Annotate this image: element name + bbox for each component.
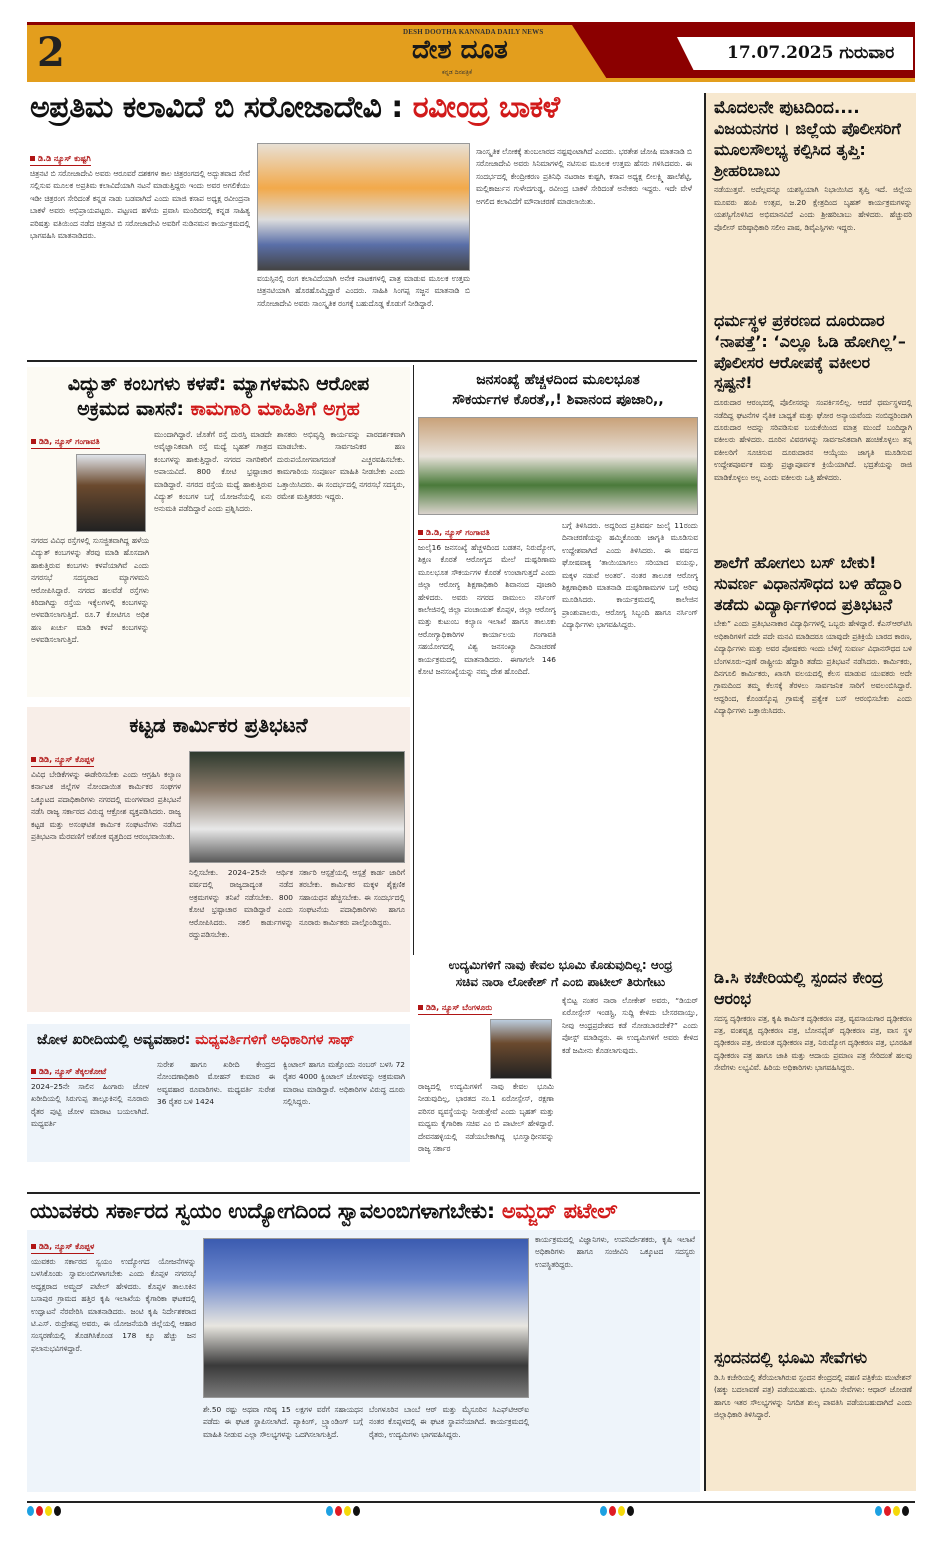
registration-dot [875,1506,882,1516]
lead-column-1 [30,146,250,242]
issue-date: 17.07.2025 ಗುರುವಾರ [727,43,895,63]
right-story-body: ದೂರುದಾರ ಆರಂಭದಲ್ಲಿ ಪೊಲೀಸರನ್ನು ಸಂಪರ್ಕಿಸಲಿಲ್ಲ. ಆದರೆ ಧರ್ಮಸ್ಥಳದಲ್ಲಿ ನಡೆದಿದ್ದ ಘಟನೆಗಳ ನೈತಿಕ ಬಾಧ್ಯತೆ ಮತ್ತು ಘೋರ ಅನ್ಯಾಯವೆಂದು ನಂಬಿದ್ದರಿಂದಾಗಿ ದೂರುದಾರ ಅದನ್ನು ಸರಿಪಡಿಸುವ ಬಯಕೆಯಿಂದ ಮಾತ್ರ ಮುಂದೆ ಬಂದಿದ್ದಾಗಿ ವಕೀಲರು ಹೇಳಿದರು. ದೂರಿನ ವಿವರಗಳನ್ನು ಸಾರ್ವಜನಿಕವಾಗಿ ಹಂಚಿಕೊಳ್ಳಲು ತನ್ನ ವಕೀಲರಿಗೆ ಸೂಚಿಸುವ ದೂರುದಾರನ ಆಯ್ಕೆಯು ಜಾಗೃತಿ ಮೂಡಿಸುವ ಉದ್ದೇಶಪೂರ್ವಕ ಮತ್ತು ಪ್ರಜ್ಞಾಪೂರ್ವಕ ಕ್ರಿಯೆಯಾಗಿದೆ. ಭದ್ರತೆಯನ್ನು ರಾಜಿ ಮಾಡಿಕೊಳ್ಳಲು ಅಲ್ಲ ಎಂದು ವಕೀಲರು ಒತ್ತಿ ಹೇಳಿದರು. [714,398,912,482]
page-number: 2 [37,29,65,76]
youth-article: ಡಿಡಿ, ನ್ಯೂಸ್ ಕೊಪ್ಪಳ ಯುವಕರು ಸರ್ಕಾರದ ಸ್ವಯಂ ಉದ್ಯೋಗದ ಯೋಜನೆಗಳನ್ನು ಬಳಸಿಕೊಂಡು ಸ್ವಾವಲಂಬಿಗಳಾಗಬೇಕು ಎಂದು ಕೊಪ್ಪಳ ನಗರಸಭೆ ಅಧ್ಯಕ್ಷರಾದ ಅಮ್ಜದ್ ಪಟೇಲ್ ಹೇಳಿದರು. ಕೊಪ್ಪಳ ತಾಲೂಕಿನ ಬಸಾಪುರ ಗ್ರಾಮದ ಹತ್ತಿರ ಕೃಷಿ ಇಲಾಖೆಯ ಕೈಗಾರಿಕಾ ಘಟಕದಲ್ಲಿ ಉದ್ಘಾಟನೆ ನೆರವೇರಿಸಿ ಮಾತನಾಡಿದರು. ಜಂಟಿ ಕೃಷಿ ನಿರ್ದೇಶಕರಾದ ಟಿ.ಎಸ್. ರುದ್ರೇಶಪ್ಪ ಅವರು, ಈ ಯೋಜನೆಯಡಿ ಜಿಲ್ಲೆಯಲ್ಲಿ ಆಹಾರ ಸಂಸ್ಕರಣೆಯಲ್ಲಿ ತೊಡಗಿಸಿಕೊಂಡ 178 ಕ್ಕೂ ಹೆಚ್ಚು ಜನ ಫಲಾನುಭವಿಗಳಿದ್ದಾರೆ. ಶೇ.50 ರಷ್ಟು ಅಥವಾ ಗರಿಷ್ಠ 15 ಲಕ್ಷಗಳ ವರೆಗೆ ಸಹಾಯಧನ ಪಡೆದು ಈ ಘಟಕ ಸ್ಥಾಪಿಸಲಾಗಿದೆ. ಪ್ಯಾಕಿಂಗ್, ಬ್ರ್ಯಾಂಡಿಂಗ್ ಬಗ್ಗೆ ಮಾಹಿತಿ ನೀಡುವ ಎಲ್ಲಾ ಸೌಲಭ್ಯಗಳನ್ನು ಒದಗಿಸಲಾಗುತ್ತಿದೆ. ಬೆಂಗಳೂರಿನ ಬಾಂಬೆ ಆರ್ ಮತ್ತು ಮೈಸೂರಿನ ಸಿಎಫ್‌ಟಿಆರ್‌ಐ ನಂತರ ಕೊಪ್ಪಳದಲ್ಲಿ ಈ ಘಟಕ ಸ್ಥಾಪನೆಯಾಗಿದೆ. ಕಾರ್ಯಕ್ರಮದಲ್ಲಿ ರೈತರು, ಉದ್ಯಮಿಗಳು ಭಾಗವಹಿಸಿದ್ದರು. ಕಾರ್ಯಕ್ರಮದಲ್ಲಿ ವಿಜ್ಞಾನಿಗಳು, ಉಪನಿರ್ದೇಶಕರು, ಕೃಷಿ ಇಲಾಖೆ ಅಧಿಕಾರಿಗಳು ಹಾಗೂ ಸಂಜೀವಿನಿ ಒಕ್ಕೂಟದ ಸದಸ್ಯರು ಉಪಸ್ಥಿತರಿದ್ದರು. [27,1230,700,1492]
lead-photo [257,143,470,271]
registration-dot [45,1506,52,1516]
registration-dot [893,1506,900,1516]
youth-photo [203,1238,529,1398]
right-story-body: ಬೇಕು” ಎಂದು ಪ್ರತಿಭಟನಾಕಾರ ವಿದ್ಯಾರ್ಥಿಗಳಲ್ಲಿ ಒಬ್ಬರು ಹೇಳಿದ್ದಾರೆ. ಕೆಎಸ್‌ಆರ್‌ಟಿಸಿ ಅಧಿಕಾರಿಗಳಿಗೆ ಪದೇ ಪದೇ ಮನವಿ ಮಾಡಿದರೂ ಯಾವುದೇ ಪ್ರತಿಕ್ರಿಯೆ ಬಾರದ ಕಾರಣ, ವಿದ್ಯಾರ್ಥಿಗಳು ಮತ್ತು ಅವರ ಪೋಷಕರು ಇಂದು ಬೆಳಿಗ್ಗೆ ಸುವರ್ಣ ವಿಧಾನಸೌಧದ ಬಳಿ ಬೆಂಗಳೂರು–ಪುಣೆ ರಾಷ್ಟ್ರೀಯ ಹೆದ್ದಾರಿ ತಡೆದು ಪ್ರತಿಭಟನೆ ನಡೆಸಿದರು. ಕಾರ್ಮಿಕರು, ದಿನಗೂಲಿ ಕಾರ್ಮಿಕರು, ಖಾಸಗಿ ವಲಯದಲ್ಲಿ ಕೆಲಸ ಮಾಡುವ ಯುವಕರು ಅದೇ ಗ್ರಾಮದಿಂದ ತಮ್ಮ ಕೆಲಸಕ್ಕೆ ತೆರಳಲು ಸಾರ್ವಜನಿಕ ಸಾರಿಗೆ ಅವಲಂಬಿಸಿದ್ದಾರೆ. ಆದ್ದರಿಂದ, ಕೊಂಡಸ್ಕೊಪ್ಪ ಗ್ರಾಮಕ್ಕೆ ಪ್ರತ್ಯೇಕ ಬಸ್ ಆರಂಭಿಸಬೇಕು ಎಂದು ವಿದ್ಯಾರ್ಥಿಗಳು ಒತ್ತಾಯಿಸಿದರು. [714,619,912,716]
registration-marks [326,1506,360,1516]
electric-headline[interactable]: ವಿದ್ಯುತ್ ಕಂಬಗಳು ಕಳಪೆ: ಮ್ಯಾಗಳಮನಿ ಆರೋಪ ಅಕ್ರಮದ ವಾಸನೆ: ಕಾಮಗಾರಿ ಮಾಹಿತಿಗೆ ಅಗ್ರಹ [67,373,370,420]
electric-article: ವಿದ್ಯುತ್ ಕಂಬಗಳು ಕಳಪೆ: ಮ್ಯಾಗಳಮನಿ ಆರೋಪ ಅಕ್ರಮದ ವಾಸನೆ: ಕಾಮಗಾರಿ ಮಾಹಿತಿಗೆ ಅಗ್ರಹ ಡಿಡಿ, ನ್ಯೂಸ್ ಗಂಗಾವತಿ ನಗರದ ವಿವಿಧ ರಸ್ತೆಗಳಲ್ಲಿ ಸುಸಜ್ಜಿತವಾಗಿದ್ದ ಹಳೆಯ ವಿದ್ಯುತ್ ಕಂಬಗಳನ್ನು ತೆರವು ಮಾಡಿ ಹೊಸದಾಗಿ ಹಾಕುತ್ತಿರುವ ಕಂಬಗಳು ಕಳಪೆಯಾಗಿವೆ ಎಂದು ನಗರಸಭೆ ಸದಸ್ಯರಾದ ಮ್ಯಾಗಳಮನಿ ಆರೋಪಿಸಿದ್ದಾರೆ. ನಗರದ ಹಲವೆಡೆ ರಸ್ತೆಗಳು ಕಿರಿದಾಗಿದ್ದು ರಸ್ತೆಯ ಇಕ್ಕೆಲಗಳಲ್ಲಿ ಕಂಬಗಳನ್ನು ಅಳವಡಿಸಲಾಗುತ್ತಿದೆ. ರೂ.7 ಕೋಟಿಗೂ ಅಧಿಕ ಹಣ ಖರ್ಚು ಮಾಡಿ ಕಳಪೆ ಕಂಬಗಳನ್ನು ಅಳವಡಿಸಲಾಗುತ್ತಿದೆ. ಮುಂದಾಗಿದ್ದಾರೆ. ಜೊತೆಗೆ ರಸ್ತೆ ದುರಸ್ತಿ ಮಾಡದೇ ಅವೈಜ್ಞಾನಿಕವಾಗಿ ರಸ್ತೆ ಮಧ್ಯೆ ಬೃಹತ್ ಗಾತ್ರದ ಕಂಬಗಳನ್ನು ಹಾಕುತ್ತಿದ್ದಾರೆ. ನಗರದ ನಾಗರಿಕರಿಗೆ ಅಪಾಯವಿದೆ. 800 ಕೋಟಿ ಭ್ರಷ್ಟಾಚಾರ ಮಾಡಿದ್ದಾರೆ. ನಗರದ ರಸ್ತೆಯ ಮಧ್ಯೆ ಹಾಕುತ್ತಿರುವ ವಿದ್ಯುತ್ ಕಂಬಗಳ ಬಗ್ಗೆ ಯೋಜನೆಯಲ್ಲಿ ಏನು ಅನುಮತಿ ಪಡೆದಿದ್ದಾರೆ ಎಂದು ಪ್ರಶ್ನಿಸಿದರು. ಶಾಸಕರು ಅಭಿವೃದ್ಧಿ ಕಾರ್ಯವನ್ನು ಪಾರದರ್ಶಕವಾಗಿ ಮಾಡಬೇಕು. ಸಾರ್ವಜನಿಕರ ಹಣ ದುರುಪಯೋಗವಾಗದಂತೆ ಎಚ್ಚರವಹಿಸಬೇಕು. ಕಾಮಗಾರಿಯ ಸಂಪೂರ್ಣ ಮಾಹಿತಿ ನೀಡಬೇಕು ಎಂದು ಒತ್ತಾಯಿಸಿದರು. ಈ ಸಂದರ್ಭದಲ್ಲಿ ನಗರಸಭೆ ಸದಸ್ಯರು, ರಮೇಶ ಮತ್ತಿತರರು ಇದ್ದರು. [27,367,410,697]
sacks-article: ಜೋಳ ಖರೀದಿಯಲ್ಲಿ ಅವ್ಯವಹಾರ: ಮಧ್ಯವರ್ತಿಗಳಿಗೆ ಅಧಿಕಾರಿಗಳ ಸಾಥ್ ಡಿಡಿ, ನ್ಯೂಸ್ ತೆಕ್ಕಲಕೋಟೆ 2024–25ನೇ ಸಾಲಿನ ಹಿಂಗಾರು ಜೋಳ ಖರೀದಿಯಲ್ಲಿ ಸಿರುಗುಪ್ಪ ತಾಲ್ಲೂಕಿನಲ್ಲಿ ನೂರಾರು ರೈತರ ಪುಟ್ಟಿ ಜೋಳ ಮಾರಾಟ ಬಯಲಾಗಿದೆ. ಮಧ್ಯವರ್ತಿ ಸುರೇಶ ಹಾಗೂ ಖರೀದಿ ಕೇಂದ್ರದ ನೋಂದಣಾಧಿಕಾರಿ ಮೋಹನ್ ಕುಮಾರ ಈ ಅವ್ಯವಹಾರ ರೂವಾರಿಗಳು. ಮಧ್ಯವರ್ತಿ ಸುರೇಶ 36 ರೈತರ ಬಳಿ 1424 ಕ್ವಿಂಟಾಲ್ ಹಾಗೂ ಮತ್ತೊಂದು ನಂಬರ್ ಬಳಸಿ 72 ರೈತರ 4000 ಕ್ವಿಂಟಾಲ್ ಜೋಳವನ್ನು ಅಕ್ರಮವಾಗಿ ಮಾರಾಟ ಮಾಡಿದ್ದಾರೆ. ಅಧಿಕಾರಿಗಳ ವಿರುದ್ಧ ದೂರು ಸಲ್ಲಿಸಿದ್ದರು. [27,1024,410,1162]
portrait-photo [490,1019,552,1079]
registration-marks [27,1506,61,1516]
lead-headline-black: ಅಪ್ರತಿಮ ಕಲಾವಿದೆ ಬಿ ಸರೋಜಾದೇವಿ : [30,90,403,125]
right-story-title[interactable]: ವಿಜಯನಗರ । ಜಿಲ್ಲೆಯ ಪೊಲೀಸರಿಗೆ ಮೂಲಸೌಲಭ್ಯ ಕಲ್ಪಿಸಿದ ತೃಪ್ತಿ: ಶ್ರೀಹರಿಬಾಬು [714,119,901,180]
masthead [27,22,915,78]
registration-dot [609,1506,616,1516]
registration-dot [884,1506,891,1516]
registration-dot [54,1506,61,1516]
continued-banner: ಮೊದಲನೇ ಪುಟದಿಂದ.... [714,98,860,118]
population-headline[interactable]: ಜನಸಂಖ್ಯೆ ಹೆಚ್ಚಳದಿಂದ ಮೂಲಭೂತ ಸೌಕರ್ಯಗಳ ಕೊರತೆ,,! ಶಿವಾನಂದ ಪೂಜಾರಿ,, [452,372,664,409]
youth-headline[interactable]: ಯುವಕರು ಸರ್ಕಾರದ ಸ್ವಯಂ ಉದ್ಯೋಗದಿಂದ ಸ್ವಾವಲಂಬಿಗಳಾಗಬೇಕು: ಅಮ್ಜದ್ ಪಟೇಲ್ [30,1199,618,1223]
registration-dot [326,1506,333,1516]
sacks-headline[interactable]: ಜೋಳ ಖರೀದಿಯಲ್ಲಿ ಅವ್ಯವಹಾರ: ಮಧ್ಯವರ್ತಿಗಳಿಗೆ ಅಧಿಕಾರಿಗಳ ಸಾಥ್ [37,1032,355,1048]
column-rule [413,365,414,955]
registration-dot [618,1506,625,1516]
lead-body-2: ವಯಸ್ಸಿನಲ್ಲಿ ರಂಗ ಕಲಾವಿದೆಯಾಗಿ ಅನೇಕ ನಾಟಕಗಳಲ್ಲಿ ಪಾತ್ರ ಮಾಡುವ ಮೂಲಕ ಉತ್ತಮ ಚಿತ್ರನಟಿಯಾಗಿ ಹೊರಹೊಮ್ಮಿದ್ದಾರೆ ಎಂದರು. ಸಾಹಿತಿ ಸಿಂಗಪ್ಪ ಸಜ್ಜನ ಮಾತನಾಡಿ ಬಿ ಸರೋಜಾದೇವಿ ಅವರು ಸಾಂಸ್ಕೃತಿಕ ರಂಗಕ್ಕೆ ಬಹುದೊಡ್ಡ ಕೊಡುಗೆ ನೀಡಿದ್ದಾರೆ. [257,274,470,308]
registration-dot [627,1506,634,1516]
lead-headline-red: ರವೀಂದ್ರ ಬಾಕಳೆ [412,90,560,125]
registration-dot [36,1506,43,1516]
workers-byline: ಡಿಡಿ, ನ್ಯೂಸ್ ಕೊಪ್ಪಳ [31,755,94,767]
right-story-title[interactable]: ಸ್ಪಂದನದಲ್ಲಿ ಭೂಮಿ ಸೇವೆಗಳು [714,1348,868,1367]
right-story-title[interactable]: ಧರ್ಮಸ್ಥಳ ಪ್ರಕರಣದ ದೂರುದಾರ ‘ನಾಪತ್ತೆ’: ‘ಎಲ್ಲೂ ಓಡಿ ಹೋಗಿಲ್ಲ’– ಪೊಲೀಸರ ಆರೋಪಕ್ಕೆ ವಕೀಲರ ಸ್ಪಷ್ಟನೆ! [714,311,906,393]
right-story-body: ನಡೆಯುತ್ತವೆ. ಅದೆಲ್ಲವನ್ನೂ ಯಶಸ್ವಿಯಾಗಿ ನಿಭಾಯಿಸಿದ ತೃಪ್ತಿ ಇದೆ. ಜಿಲ್ಲೆಯ ಮೂವರು ಹಂಪಿ ಉತ್ಸವ, ಜ.20 ಕ್ಷೇತ್ರದಿಂದ ಬೃಹತ್ ಕಾರ್ಯಕ್ರಮಗಳನ್ನು ಯಶಸ್ವಿಗೊಳಿಸಿದ ಅಭಿಮಾನವಿದೆ ಎಂದು ಶ್ರೀಹರಿಬಾಬು ಹೇಳಿದರು. ಹೆಚ್ಚುವರಿ ಪೊಲೀಸ್ ವರಿಷ್ಠಾಧಿಕಾರಿ ಸಲೀಂ ಪಾಷ, ಡಿವೈಎಸ್ಪಿಗಳು ಇದ್ದರು. [714,185,912,232]
registration-dot [353,1506,360,1516]
right-story-title[interactable]: ಶಾಲೆಗೆ ಹೋಗಲು ಬಸ್ ಬೇಕು! ಸುವರ್ಣ ವಿಧಾನಸೌಧದ ಬಳಿ ಹೆದ್ದಾರಿ ತಡೆದು ವಿದ್ಯಾರ್ಥಿಗಳಿಂದ ಪ್ರತಿಭಟನೆ [714,553,902,614]
youth-byline: ಡಿಡಿ, ನ್ಯೂಸ್ ಕೊಪ್ಪಳ [31,1242,94,1254]
workers-article: ಕಟ್ಟಡ ಕಾರ್ಮಿಕರ ಪ್ರತಿಭಟನೆ ಡಿಡಿ, ನ್ಯೂಸ್ ಕೊಪ್ಪಳ ವಿವಿಧ ಬೇಡಿಕೆಗಳನ್ನು ಈಡೇರಿಸಬೇಕು ಎಂದು ಆಗ್ರಹಿಸಿ ಕಲ್ಯಾಣ ಕರ್ನಾಟಕ ಜಿಲ್ಲೆಗಳ ನೋಂದಾಯಿತ ಕಾರ್ಮಿಕರ ಸಂಘಗಳ ಒಕ್ಕೂಟದ ಪದಾಧಿಕಾರಿಗಳು ನಗರದಲ್ಲಿ ಮಂಗಳವಾರ ಪ್ರತಿಭಟನೆ ನಡೆಸಿ ರಾಜ್ಯ ಸರ್ಕಾರದ ವಿರುದ್ಧ ಆಕ್ರೋಶ ವ್ಯಕ್ತಪಡಿಸಿದರು. ರಾಜ್ಯ ಕಟ್ಟಡ ಮತ್ತು ಅಸಂಘಟಿತ ಕಾರ್ಮಿಕ ಸಂಘಟನೆಗಳು ನಡೆಸಿದ ಪ್ರತಿಭಟನಾ ಮೆರವಣಿಗೆ ಅಶೋಕ ವೃತ್ತದಿಂದ ಆರಂಭವಾಯಿತು. ನಿಲ್ಲಿಸಬೇಕು. 2024–25ನೇ ಆರ್ಥಿಕ ವರ್ಷದಲ್ಲಿ ರಾಜ್ಯದಾದ್ಯಂತ ನಡೆದ ಅಕ್ರಮಗಳನ್ನು ತನಿಖೆ ನಡೆಸಬೇಕು. 800 ಕೋಟಿ ಭ್ರಷ್ಟಾಚಾರ ಮಾಡಿದ್ದಾರೆ ಎಂದು ಆರೋಪಿಸಿದರು. ನಕಲಿ ಕಾರ್ಡುಗಳನ್ನು ರದ್ದುಪಡಿಸಬೇಕು. ಸರ್ಕಾರಿ ಆಸ್ಪತ್ರೆಯಲ್ಲಿ ಆಸ್ಪತ್ರೆ ಕಾರ್ಡ ಜಾರಿಗೆ ತರಬೇಕು. ಕಾರ್ಮಿಕರ ಮಕ್ಕಳ ಶೈಕ್ಷಣಿಕ ಸಹಾಯಧನ ಹೆಚ್ಚಿಸಬೇಕು. ಈ ಸಂದರ್ಭದಲ್ಲಿ ಸಂಘಟನೆಯ ಪದಾಧಿಕಾರಿಗಳು ಹಾಗೂ ನೂರಾರು ಕಾರ್ಮಿಕರು ಪಾಲ್ಗೊಂಡಿದ್ದರು. [27,707,410,1012]
right-column [704,93,916,1491]
brand-subtitle: DESH DOOTHA KANNADA DAILY NEWS [403,28,544,36]
sacks-byline: ಡಿಡಿ, ನ್ಯೂಸ್ ತೆಕ್ಕಲಕೋಟೆ [31,1067,106,1079]
right-story-body: ಸದಸ್ಯ ದೃಢೀಕರಣ ಪತ್ರ, ಕೃಷಿ ಕಾರ್ಮಿಕ ದೃಢೀಕರಣ ಪತ್ರ, ವ್ಯವಸಾಯಗಾರ ದೃಢೀಕರಣ ಪತ್ರ, ವಂಶವೃಕ್ಷ ದೃಢೀಕರಣ ಪತ್ರ, ಬೋನಫೈಡ್ ದೃಢೀಕರಣ ಪತ್ರ, ವಾಸ ಸ್ಥಳ ದೃಢೀಕರಣ ಪತ್ರ, ಜೀವಂತ ದೃಢೀಕರಣ ಪತ್ರ, ನಿರುದ್ಯೋಗ ದೃಢೀಕರಣ ಪತ್ರ, ಭೂರಹಿತ ದೃಢೀಕರಣ ಪತ್ರ ಹಾಗೂ ಜಾತಿ ಮತ್ತು ಆದಾಯ ಪ್ರಮಾಣ ಪತ್ರ ಸೇರಿದಂತೆ ಹಲವು ಸೇವೆಗಳು ಲಭ್ಯವಿವೆ. ಹಿರಿಯ ಅಧಿಕಾರಿಗಳು ಭಾಗವಹಿಸಿದ್ದರು. [714,1013,912,1073]
registration-dot [27,1506,34,1516]
right-story-body: ಡಿ.ಸಿ ಕಚೇರಿಯಲ್ಲಿ ತೆರೆಯಲಾಗಿರುವ ಸ್ಪಂದನ ಕೇಂದ್ರದಲ್ಲಿ ಪಹಣಿ ಪತ್ರಿಕೆಯ ಮುಟೇಶನ್ (ಹಕ್ಕು ಬದಲಾವಣೆ ಪತ್ರ) ಪಡೆಯಬಹುದು. ಭೂಮಿ ಸೇವೆಗಳು: ಆಧಾರ್ ಜೋಡಣೆ ಹಾಗೂ ಇತರ ಸೌಲಭ್ಯಗಳನ್ನು ನಿಗದಿತ ಶುಲ್ಕ ಪಾವತಿಸಿ ಪಡೆಯಬಹುದಾಗಿದೆ ಎಂದು ಜಿಲ್ಲಾಧಿಕಾರಿ ತಿಳಿಸಿದ್ದಾರೆ. [714,1372,912,1420]
workers-headline[interactable]: ಕಟ್ಟಡ ಕಾರ್ಮಿಕರ ಪ್ರತಿಭಟನೆ [129,713,308,737]
lead-byline: ಡಿ.ಡಿ ನ್ಯೂಸ್ ಕುಷ್ಟಗಿ [30,154,91,166]
workers-photo [189,751,405,863]
industry-headline[interactable]: ಉದ್ಯಮಿಗಳಿಗೆ ನಾವು ಕೇವಲ ಭೂಮಿ ಕೊಡುವುದಿಲ್ಲ: ಆಂಧ್ರ ಸಚಿವ ನಾರಾ ಲೋಕೇಶ್ ಗೆ ಎಂಬಿ ಪಾಟೀಲ್ ತಿರುಗೇಟು [448,958,673,990]
registration-dot [344,1506,351,1516]
footer-rule [27,1501,915,1503]
brand-logo: ದೇಶ ದೂತ [412,35,508,65]
industry-byline: ಡಿಡಿ, ನ್ಯೂಸ್ ಬೆಂಗಳೂರು [418,1003,492,1015]
divider [27,1192,700,1194]
lead-body-3: ಸಾಂಸ್ಕೃತಿಕ ಲೋಕಕ್ಕೆ ತುಂಬಲಾರದ ನಷ್ಟವುಂಟಾಗಿದೆ ಎಂದರು. ಭರತೇಶ ಜೋಷಿ ಮಾತನಾಡಿ ಬಿ ಸರೋಜಾದೇವಿ ಅವರು ಸಿನಿಮಾಗಳಲ್ಲಿ ನಟಿಸುವ ಮೂಲಕ ಉತ್ತಮ ಹೆಸರು ಗಳಿಸಿದವರು. ಈ ಸಂದರ್ಭದಲ್ಲಿ ಕೇಂದ್ರೀಕರಣ ಪ್ರತಿನಿಧಿ ನಟರಾಜ ಕುಷ್ಟಗಿ, ಕಸಾಪ ಅಧ್ಯಕ್ಷ ಲೀಲಕ್ಷ್ಮಿ ಹಾಲೆಶೆಟ್ಟಿ, ಮಲ್ಲಿಕಾರ್ಜುನ ಗುಳೇದಗುಡ್ಡ, ರವೀಂದ್ರ ಬಾಕಳೆ ಸೇರಿದಂತೆ ಅನೇಕರು ಇದ್ದರು. ಇದೇ ವೇಳೆ ಅಗಲಿದ ಕಲಾವಿದೆಗೆ ಮೌನಾಚರಣೆ ಮಾಡಲಾಯಿತು. [476,147,693,206]
registration-marks [875,1506,909,1516]
masthead-underline [27,78,915,82]
lead-body-1: ಚಿತ್ರನಟಿ ಬಿ ಸರೋಜಾದೇವಿ ಅವರು ಆರೂವರೆ ದಶಕಗಳ ಕಾಲ ಚಿತ್ರರಂಗದಲ್ಲಿ ಅದ್ಭುತವಾದ ಸೇವೆ ಸಲ್ಲಿಸುವ ಮೂಲಕ ಅಪ್ರತಿಮ ಕಲಾವಿದೆಯಾಗಿ ನಟನೆ ಮಾಡುತ್ತಿದ್ದರು ಇಂದು ಅವರ ಅಗಲಿಕೆಯು ಇಡೀ ಚಿತ್ರರಂಗ ಸೇರಿದಂತೆ ಕನ್ನಡ ನಾಡು ಬಡವಾಗಿದೆ ಎಂದು ಮಾಜಿ ಕಸಾಪ ಅಧ್ಯಕ್ಷ ರವೀಂದ್ರನಾ ಬಾಕಳೆ ಅವರು ಅಭಿಪ್ರಾಯಪಟ್ಟರು. ಪಟ್ಟಣದ ಹಳೆಯ ಪ್ರವಾಸಿ ಮಂದಿರದಲ್ಲಿ ಕನ್ನಡ ಸಾಹಿತ್ಯ ಪರಿಷತ್ತು ವತಿಯಿಂದ ನಡೆದ ಚಿತ್ರನಟಿ ಬಿ ಸರೋಜಾದೇವಿ ಅವರಿಗೆ ನುಡಿನಮನ ಕಾರ್ಯಕ್ರಮದಲ್ಲಿ ಭಾಗವಹಿಸಿ ಮಾತನಾಡಿದರು. [30,169,250,241]
portrait-photo [76,454,146,532]
population-photo [418,417,698,515]
registration-marks [600,1506,634,1516]
brand-tagline: ಕನ್ನಡ ದಿನಪತ್ರಿಕೆ [442,69,473,76]
right-story-title[interactable]: ಡಿ.ಸಿ ಕಚೇರಿಯಲ್ಲಿ ಸ್ಪಂದನ ಕೇಂದ್ರ ಆರಂಭ [714,968,884,1008]
registration-dot [335,1506,342,1516]
registration-dot [902,1506,909,1516]
registration-dot [600,1506,607,1516]
electric-byline: ಡಿಡಿ, ನ್ಯೂಸ್ ಗಂಗಾವತಿ [31,437,100,449]
population-byline: ಡಿ.ಡಿ, ನ್ಯೂಸ್ ಗಂಗಾವತಿ [418,528,490,540]
divider [27,360,697,362]
lead-headline[interactable] [30,90,560,125]
